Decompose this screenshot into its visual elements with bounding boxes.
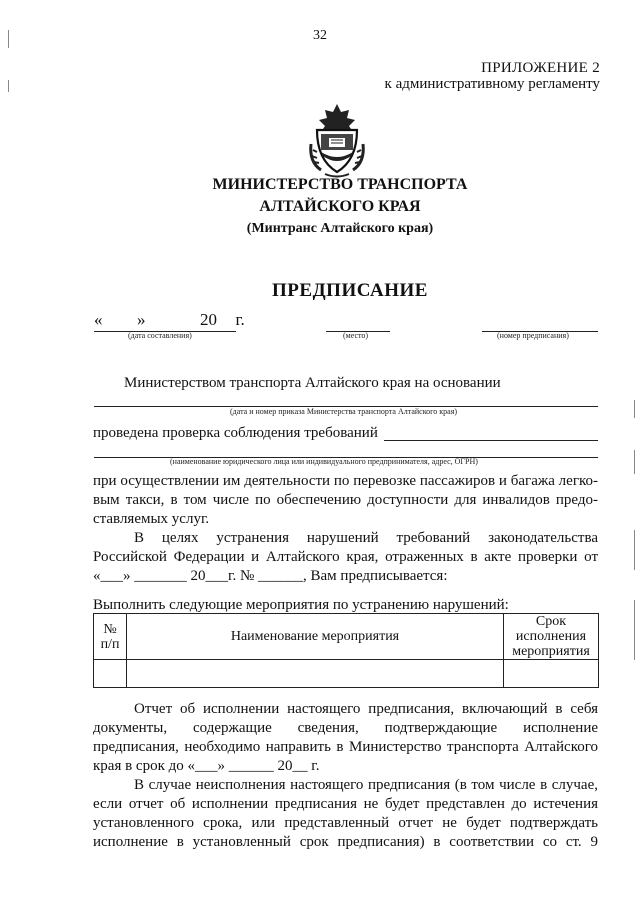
- ministry-short-name: (Минтранс Алтайского края): [246, 221, 434, 236]
- number-caption: (номер предписания): [497, 331, 569, 340]
- scan-edge-mark: [634, 530, 635, 570]
- order-caption: (дата и номер приказа Министерства транспорта Алтайского края): [230, 407, 458, 416]
- basis-text: Министерством транспорта Алтайского края на основании: [124, 375, 501, 391]
- inspection-underline: [384, 440, 598, 441]
- table-row: [94, 660, 599, 688]
- scan-edge-mark: [634, 600, 635, 660]
- table-cell: [94, 660, 127, 688]
- col-measure-header: Наименование мероприятия: [127, 614, 504, 660]
- activity-line3: ставляемых услуг.: [93, 511, 210, 527]
- activity-line2: вым такси, в том числе по обеспечению доступности для инвалидов предо-: [93, 492, 598, 508]
- scan-edge-mark: [8, 30, 9, 48]
- date-year: 20: [200, 310, 217, 329]
- col-number-header: № п/п: [94, 614, 127, 660]
- scan-edge-mark: [634, 400, 635, 418]
- altai-krai-coat-of-arms-icon: [307, 100, 367, 180]
- date-g: г.: [235, 310, 245, 329]
- date-caption: (дата составления): [128, 331, 192, 340]
- ministry-name: [0, 174, 640, 218]
- scan-edge-mark: [8, 80, 9, 92]
- place-caption: (место): [343, 331, 369, 340]
- inspection-text: проведена проверка соблюдения требований: [93, 425, 378, 441]
- report-line1: Отчет об исполнении настоящего предписания, включающий в себя: [134, 701, 598, 717]
- measures-intro: Выполнить следующие мероприятия по устранению нарушений:: [93, 597, 509, 613]
- appendix-line2: к административному регламенту: [384, 76, 600, 92]
- violations-line1: В целях устранения нарушений требований законодательства: [134, 530, 598, 546]
- date-row: [94, 310, 245, 330]
- document-title: ПРЕДПИСАНИЕ: [272, 280, 428, 301]
- report-line3: предписания, необходимо направить в Министерство транспорта Алтайского: [93, 739, 598, 755]
- table-cell: [127, 660, 504, 688]
- table-header-row: [94, 614, 599, 660]
- noncompliance-line3: установленного срока, или представленный отчет не будет подтверждать: [93, 815, 598, 831]
- table-cell: [504, 660, 599, 688]
- date-open-quote: «: [94, 310, 103, 329]
- violations-line2: Российской Федерации и Алтайского края, отраженных в акте проверки от: [93, 549, 598, 565]
- date-close-quote: »: [137, 310, 146, 329]
- ministry-line1: МИНИСТЕРСТВО ТРАНСПОРТА: [212, 176, 468, 193]
- appendix-label: [385, 60, 600, 92]
- noncompliance-line1: В случае неисполнения настоящего предписания (в том числе в случае,: [134, 777, 598, 793]
- activity-line1: при осуществлении им деятельности по перевозке пассажиров и багажа легко-: [93, 473, 598, 489]
- entity-caption: (наименование юридического лица или индивидуального предпринимателя, адрес, ОГРН): [170, 457, 478, 466]
- appendix-line1: ПРИЛОЖЕНИЕ 2: [481, 60, 600, 76]
- noncompliance-line4: исполнение в установленный срок предписания) в соответствии со ст. 9: [93, 834, 598, 850]
- ministry-line2: АЛТАЙСКОГО КРАЯ: [259, 198, 421, 215]
- measures-table: [93, 613, 599, 688]
- report-line4: края в срок до «___» ______ 20__ г.: [93, 758, 320, 774]
- report-line2: документы, содержащие сведения, подтверждающие исполнение: [93, 720, 598, 736]
- col-deadline-header: Срок исполнения мероприятия: [504, 614, 599, 660]
- violations-line3: «___» _______ 20___г. № ______, Вам предписывается:: [93, 568, 448, 584]
- noncompliance-line2: если отчет об исполнении предписания не будет представлен до истечения: [93, 796, 598, 812]
- page-number: 32: [313, 28, 327, 43]
- scan-edge-mark: [634, 450, 635, 474]
